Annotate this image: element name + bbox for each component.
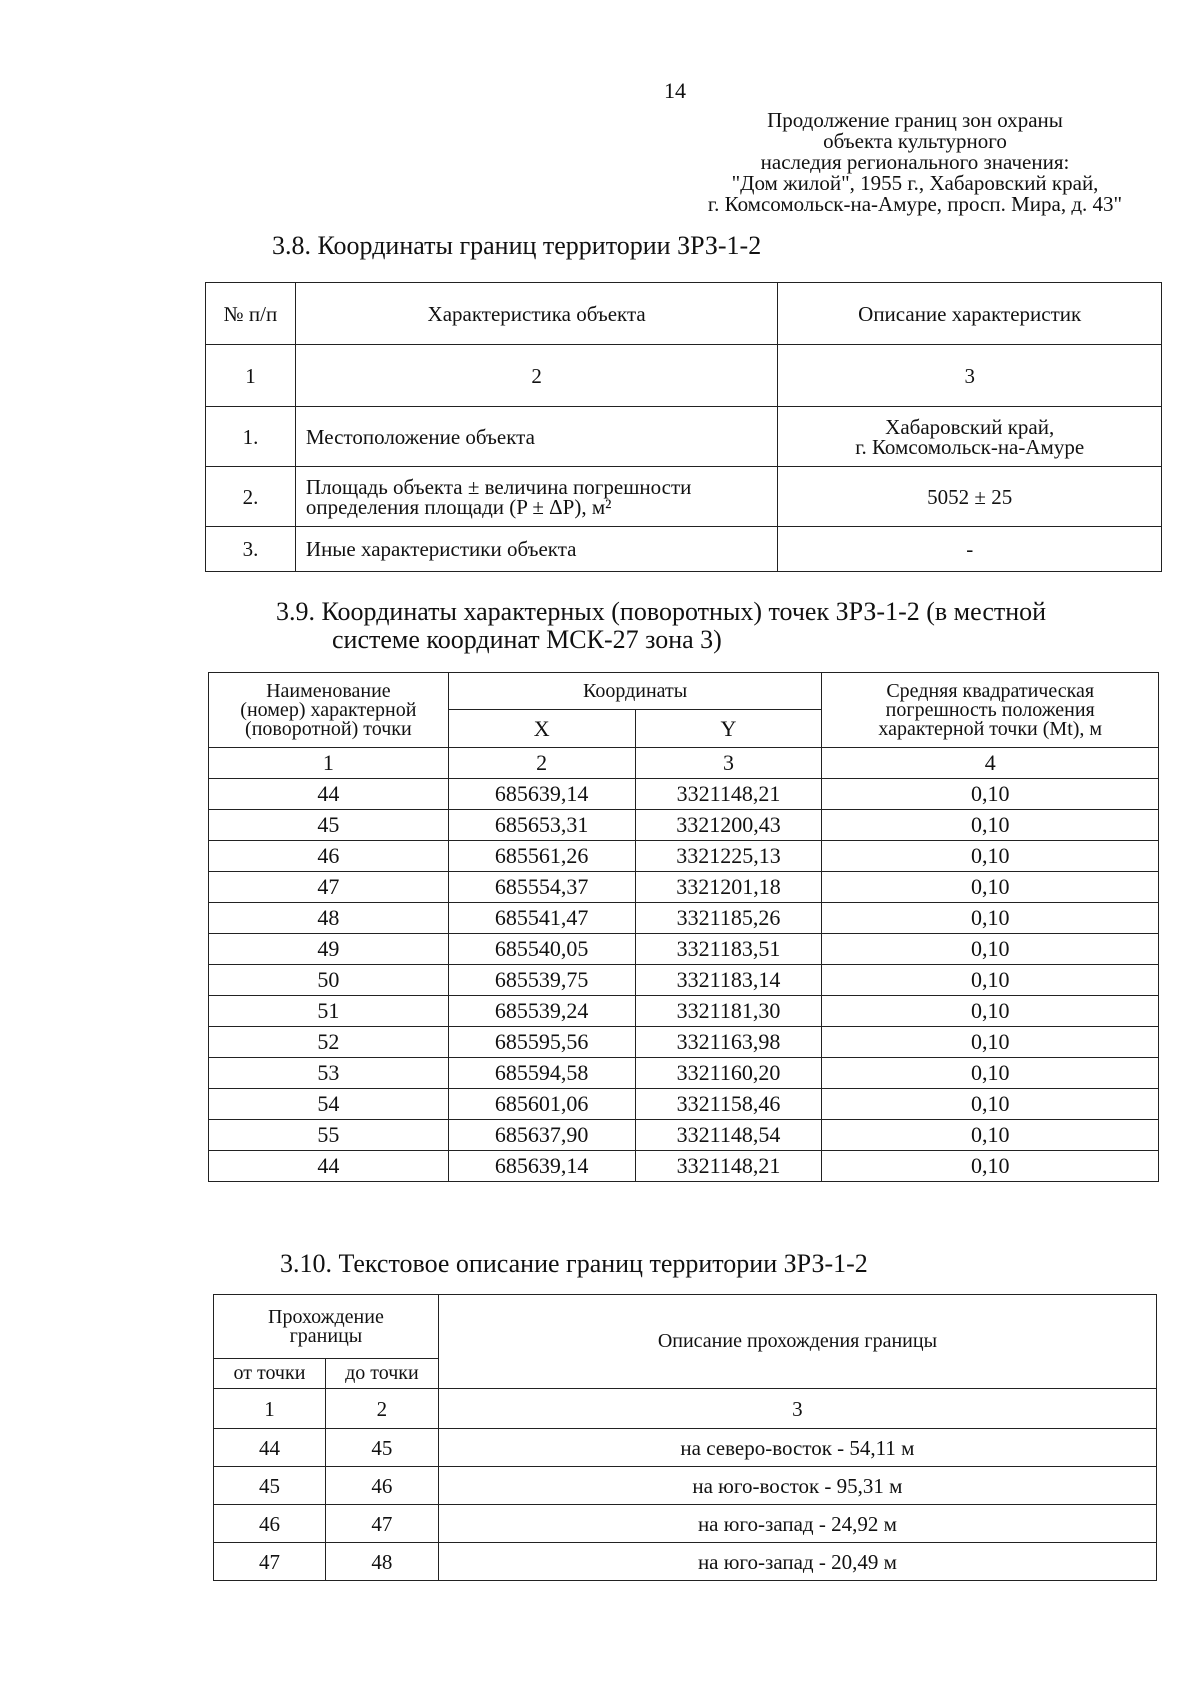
table-row — [214, 1429, 1157, 1467]
passage-description: на юго-запад - 24,92 м — [438, 1505, 1156, 1543]
mt-value: 0,10 — [822, 1120, 1159, 1151]
row-number: 1. — [206, 407, 296, 467]
column-number: 1 — [214, 1389, 326, 1429]
mt-value: 0,10 — [822, 965, 1159, 996]
coord-x: 685561,26 — [448, 841, 635, 872]
table-row — [214, 1543, 1157, 1581]
header-line: г. Комсомольск-на-Амуре, просп. Мира, д. 43" — [707, 192, 1123, 216]
column-number: 1 — [209, 748, 449, 779]
passage-description: на юго-запад - 20,49 м — [438, 1543, 1156, 1581]
column-number-row — [214, 1389, 1157, 1429]
section-3-8-title: 3.8. Координаты границ территории ЗРЗ-1-2 — [272, 231, 762, 260]
coord-y: 3321200,43 — [635, 810, 822, 841]
coord-x: 685637,90 — [448, 1120, 635, 1151]
coord-x: 685601,06 — [448, 1089, 635, 1120]
table-row — [206, 407, 1162, 467]
point-name: 55 — [209, 1120, 449, 1151]
boundary-description-table — [213, 1294, 1157, 1581]
table-row — [206, 527, 1162, 572]
header-point-name — [209, 673, 449, 748]
coord-y: 3321183,51 — [635, 934, 822, 965]
from-point: 46 — [214, 1505, 326, 1543]
coord-y: 3321148,54 — [635, 1120, 822, 1151]
header-line: Средняя квадратическая — [886, 679, 1095, 702]
mt-value: 0,10 — [822, 872, 1159, 903]
name-line: определения площади (P ± ΔP), м² — [305, 494, 612, 519]
header-cell: № п/п — [206, 283, 296, 345]
point-name: 44 — [209, 779, 449, 810]
table-row — [209, 1027, 1159, 1058]
header-cell: Описание характеристик — [778, 283, 1162, 345]
point-name: 51 — [209, 996, 449, 1027]
column-number: 3 — [635, 748, 822, 779]
header-line: "Дом жилой", 1955 г., Хабаровский край, — [731, 171, 1099, 195]
coord-x: 685639,14 — [448, 1151, 635, 1182]
point-name: 46 — [209, 841, 449, 872]
to-point: 45 — [325, 1429, 438, 1467]
characteristic-name: Иные характеристики объекта — [295, 527, 777, 572]
from-point: 44 — [214, 1429, 326, 1467]
coord-y: 3321225,13 — [635, 841, 822, 872]
point-name: 49 — [209, 934, 449, 965]
point-name: 53 — [209, 1058, 449, 1089]
mt-value: 0,10 — [822, 1058, 1159, 1089]
table-row — [209, 872, 1159, 903]
table-row — [209, 1120, 1159, 1151]
point-name: 45 — [209, 810, 449, 841]
coord-y: 3321160,20 — [635, 1058, 822, 1089]
page-number: 14 — [664, 78, 686, 103]
point-name: 52 — [209, 1027, 449, 1058]
header-description: Описание прохождения границы — [438, 1295, 1156, 1389]
from-point: 47 — [214, 1543, 326, 1581]
coord-y: 3321158,46 — [635, 1089, 822, 1120]
mt-value: 0,10 — [822, 1027, 1159, 1058]
mt-value: 0,10 — [822, 841, 1159, 872]
header-line: Прохождение — [268, 1305, 384, 1328]
table-row — [209, 779, 1159, 810]
coord-y: 3321163,98 — [635, 1027, 822, 1058]
coord-x: 685540,05 — [448, 934, 635, 965]
table-header-row — [209, 673, 1159, 710]
coord-y: 3321183,14 — [635, 965, 822, 996]
header-line: Продолжение границ зон охраны — [767, 108, 1063, 132]
description-line: г. Комсомольск-на-Амуре — [855, 434, 1085, 459]
to-point: 47 — [325, 1505, 438, 1543]
to-point: 48 — [325, 1543, 438, 1581]
characteristic-description — [778, 407, 1162, 467]
table-row — [209, 1058, 1159, 1089]
table-row — [214, 1505, 1157, 1543]
to-point: 46 — [325, 1467, 438, 1505]
point-name: 47 — [209, 872, 449, 903]
header-line: границы — [289, 1324, 363, 1347]
column-number: 2 — [295, 345, 777, 407]
document-header — [640, 110, 1190, 215]
characteristic-name: Местоположение объекта — [295, 407, 777, 467]
column-number-row — [209, 748, 1159, 779]
table-row — [209, 1151, 1159, 1182]
description-line: Хабаровский край, — [885, 414, 1055, 439]
coord-y: 3321181,30 — [635, 996, 822, 1027]
header-x: X — [448, 710, 635, 748]
characteristic-description: 5052 ± 25 — [778, 467, 1162, 527]
header-line: погрешность положения — [885, 698, 1095, 721]
point-name: 48 — [209, 903, 449, 934]
characteristics-table — [205, 282, 1162, 572]
header-y: Y — [635, 710, 822, 748]
row-number: 3. — [206, 527, 296, 572]
row-number: 2. — [206, 467, 296, 527]
table-header-row — [214, 1295, 1157, 1359]
column-number: 3 — [438, 1389, 1156, 1429]
boundary-body — [214, 1429, 1157, 1581]
coord-y: 3321148,21 — [635, 1151, 822, 1182]
column-number-row — [206, 345, 1162, 407]
table-header-row — [206, 283, 1162, 345]
table-row — [209, 810, 1159, 841]
mt-value: 0,10 — [822, 903, 1159, 934]
table-row — [209, 841, 1159, 872]
point-name: 54 — [209, 1089, 449, 1120]
column-number: 3 — [778, 345, 1162, 407]
passage-description: на юго-восток - 95,31 м — [438, 1467, 1156, 1505]
table-row — [209, 965, 1159, 996]
table-row — [209, 996, 1159, 1027]
name-line: Площадь объекта ± величина погрешности — [305, 474, 692, 499]
coordinates-table — [208, 672, 1159, 1182]
header-line: наследия регионального значения: — [760, 150, 1070, 174]
table-row — [209, 934, 1159, 965]
header-line: (номер) характерной — [240, 698, 417, 721]
header-line: характерной точки (Mt), м — [878, 717, 1103, 740]
coord-x: 685554,37 — [448, 872, 635, 903]
column-number: 2 — [448, 748, 635, 779]
characteristic-name — [295, 467, 777, 527]
characteristic-description: - — [778, 527, 1162, 572]
coord-x: 685595,56 — [448, 1027, 635, 1058]
header-to: до точки — [325, 1359, 438, 1389]
table-row — [209, 903, 1159, 934]
mt-value: 0,10 — [822, 1151, 1159, 1182]
mt-value: 0,10 — [822, 996, 1159, 1027]
coord-x: 685541,47 — [448, 903, 635, 934]
header-line: (поворотной) точки — [245, 717, 412, 740]
header-coordinates: Координаты — [448, 673, 822, 710]
coord-y: 3321201,18 — [635, 872, 822, 903]
title-line: системе координат МСК-27 зона 3) — [332, 625, 722, 654]
mt-value: 0,10 — [822, 810, 1159, 841]
header-error — [822, 673, 1159, 748]
title-line: 3.9. Координаты характерных (поворотных) точек ЗРЗ-1-2 (в местной — [276, 597, 1047, 626]
coord-y: 3321148,21 — [635, 779, 822, 810]
table-row — [206, 467, 1162, 527]
mt-value: 0,10 — [822, 934, 1159, 965]
mt-value: 0,10 — [822, 1089, 1159, 1120]
header-line: объекта культурного — [823, 129, 1007, 153]
header-passage — [214, 1295, 439, 1359]
point-name: 50 — [209, 965, 449, 996]
coord-x: 685594,58 — [448, 1058, 635, 1089]
coord-x: 685639,14 — [448, 779, 635, 810]
coord-x: 685653,31 — [448, 810, 635, 841]
table-row — [209, 1089, 1159, 1120]
from-point: 45 — [214, 1467, 326, 1505]
header-from: от точки — [214, 1359, 326, 1389]
header-cell: Характеристика объекта — [295, 283, 777, 345]
table-row — [214, 1467, 1157, 1505]
coord-x: 685539,24 — [448, 996, 635, 1027]
column-number: 2 — [325, 1389, 438, 1429]
mt-value: 0,10 — [822, 779, 1159, 810]
point-name: 44 — [209, 1151, 449, 1182]
column-number: 1 — [206, 345, 296, 407]
coord-x: 685539,75 — [448, 965, 635, 996]
coord-y: 3321185,26 — [635, 903, 822, 934]
section-3-9-title — [276, 598, 1156, 654]
header-line: Наименование — [266, 679, 391, 702]
coordinates-body — [209, 779, 1159, 1182]
section-3-10-title: 3.10. Текстовое описание границ территории ЗРЗ-1-2 — [280, 1249, 868, 1278]
column-number: 4 — [822, 748, 1159, 779]
passage-description: на северо-восток - 54,11 м — [438, 1429, 1156, 1467]
